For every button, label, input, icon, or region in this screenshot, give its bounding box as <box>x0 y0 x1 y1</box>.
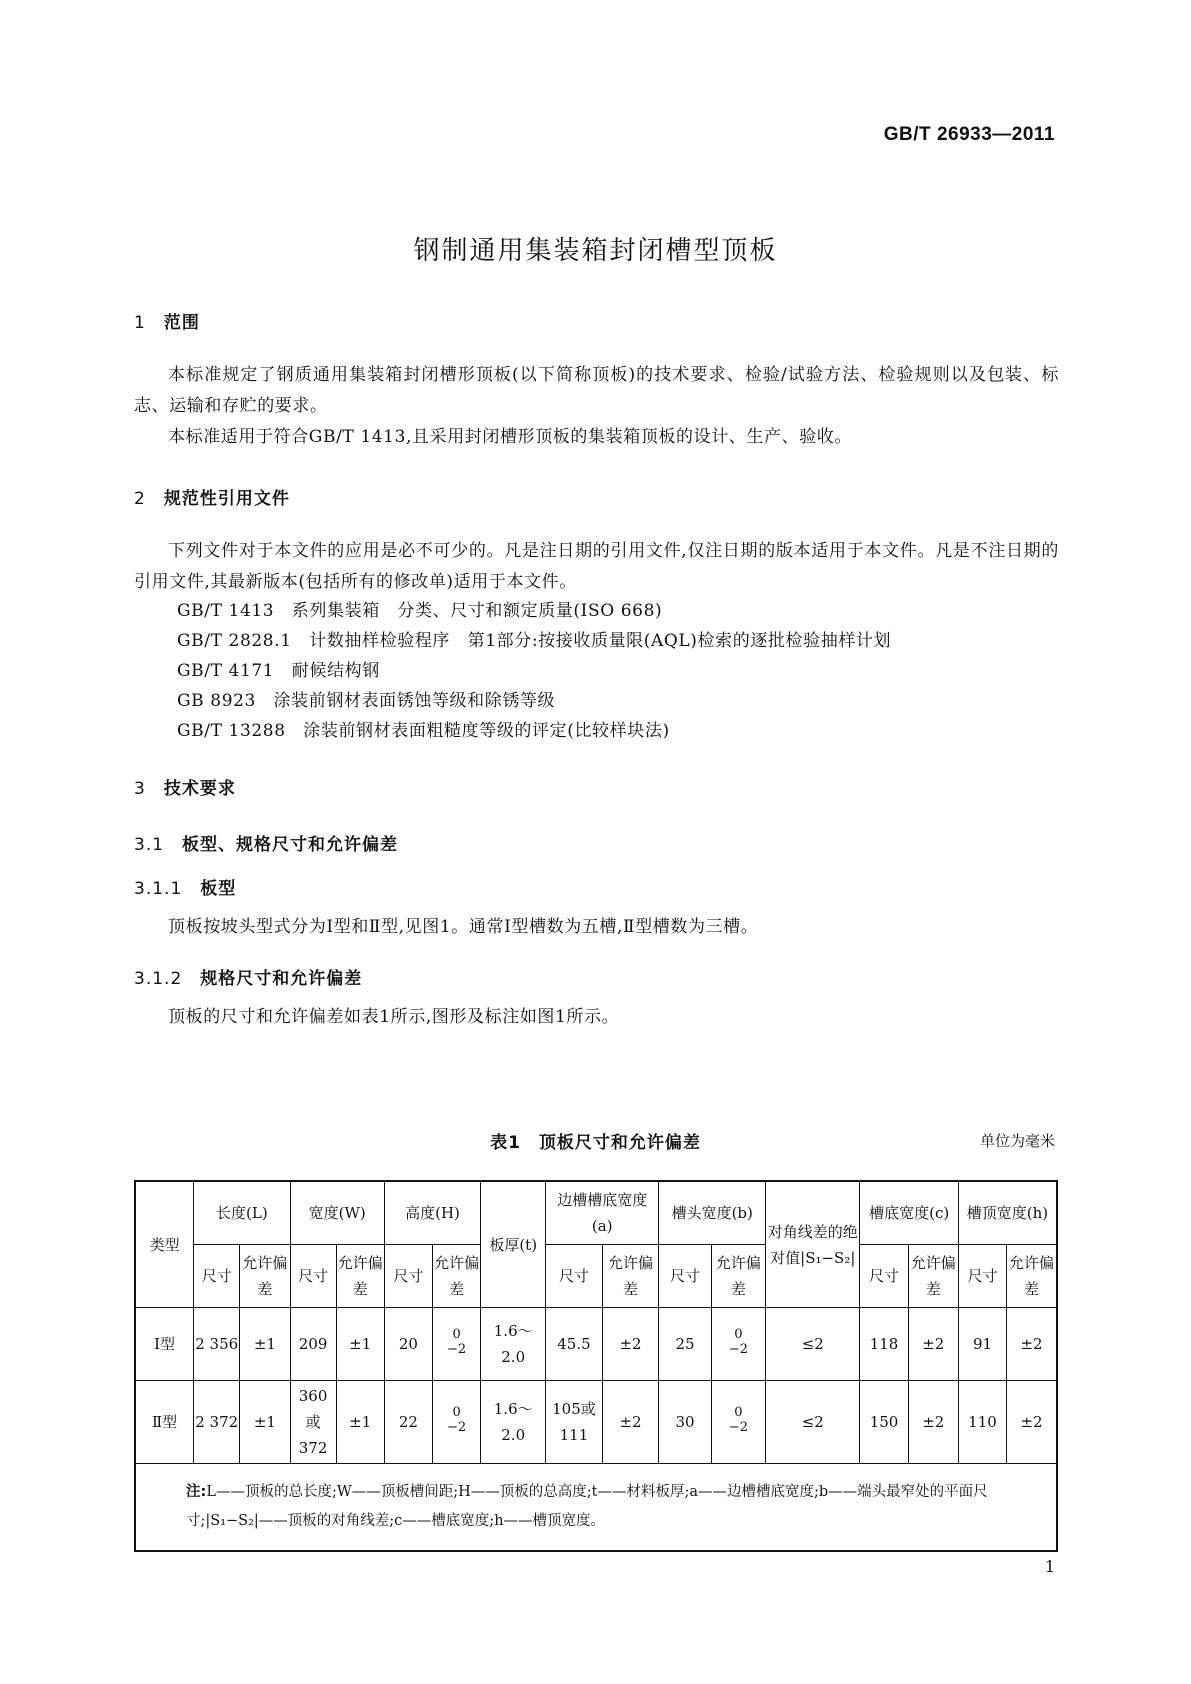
header-groove-top: 槽顶宽度(h) <box>958 1181 1057 1245</box>
section-number: 3.1.1 <box>134 879 183 899</box>
cell-top: 91 <box>958 1308 1006 1381</box>
cell-thickness: 1.6～2.0 <box>481 1308 546 1381</box>
section-title: 规格尺寸和允许偏差 <box>200 969 363 989</box>
table-note-row <box>135 1464 1057 1552</box>
header-tolerance: 允许偏差 <box>711 1245 765 1308</box>
cell-diagonal: ≤2 <box>766 1308 860 1381</box>
cell-head-tol <box>711 1381 765 1464</box>
tol-lower: −2 <box>728 1342 748 1357</box>
header-length: 长度(L) <box>194 1181 290 1245</box>
table-unit: 单位为毫米 <box>979 1132 1055 1150</box>
cell-diagonal: ≤2 <box>766 1381 860 1464</box>
header-diagonal: 对角线差的绝对值|S₁−S₂| <box>766 1181 860 1308</box>
cell-top-tol: ±2 <box>1007 1381 1057 1464</box>
table-row <box>135 1308 1057 1381</box>
cell-height: 20 <box>384 1308 432 1381</box>
section-3-1-1-heading <box>134 874 236 899</box>
header-size: 尺寸 <box>290 1245 336 1308</box>
reference-item: GB/T 2828.1 计数抽样检验程序 第1部分:按接收质量限(AQL)检索的逐批检验抽样计划 <box>177 631 892 651</box>
note-text: L——顶板的总长度;W——顶板槽间距;H——顶板的总高度;t——材料板厚;a——边槽槽底宽度;b——端头最窄处的平面尺寸;|S₁−S₂|——顶板的对角线差;c——槽底宽度;h——槽顶宽度。 <box>186 1484 988 1529</box>
cell-thickness: 1.6～2.0 <box>481 1381 546 1464</box>
cell-edge: 45.5 <box>546 1308 603 1381</box>
section-1-heading <box>134 308 200 333</box>
tol-upper: 0 <box>734 1405 743 1420</box>
table-header-row <box>135 1181 1057 1245</box>
header-size: 尺寸 <box>384 1245 432 1308</box>
scope-paragraph-2: 本标准适用于符合GB/T 1413,且采用封闭槽形顶板的集装箱顶板的设计、生产、验收。 <box>168 427 853 447</box>
section-number: 3.1 <box>134 835 165 855</box>
scope-paragraph-1: 本标准规定了钢质通用集装箱封闭槽形顶板(以下简称顶板)的技术要求、检验/试验方法、检验规则以及包装、标志、运输和存贮的要求。 <box>134 365 1059 416</box>
cell-bottom-tol: ±2 <box>908 1381 958 1464</box>
tol-lower: −2 <box>447 1342 467 1357</box>
section-3-1-2-heading <box>134 964 362 989</box>
cell-width: 360或372 <box>290 1381 336 1464</box>
page-number: 1 <box>1044 1557 1055 1576</box>
cell-length: 2 356 <box>194 1308 240 1381</box>
board-type-paragraph: 顶板按坡头型式分为Ⅰ型和Ⅱ型,见图1。通常Ⅰ型槽数为五槽,Ⅱ型槽数为三槽。 <box>168 917 759 937</box>
section-title: 板型、规格尺寸和允许偏差 <box>182 835 399 855</box>
section-3-1-heading <box>134 830 398 855</box>
references-intro: 下列文件对于本文件的应用是必不可少的。凡是注日期的引用文件,仅注日期的版本适用于本文件。凡是不注日期的引用文件,其最新版本(包括所有的修改单)适用于本文件。 <box>134 541 1059 592</box>
header-size: 尺寸 <box>659 1245 711 1308</box>
document-title: 钢制通用集装箱封闭槽型顶板 <box>413 236 778 266</box>
cell-bottom: 118 <box>860 1308 908 1381</box>
header-tolerance: 允许偏差 <box>602 1245 659 1308</box>
header-tolerance: 允许偏差 <box>240 1245 290 1308</box>
table-note <box>135 1464 1057 1552</box>
cell-head-tol <box>711 1308 765 1381</box>
tol-upper: 0 <box>734 1327 743 1342</box>
cell-height-tol <box>433 1308 481 1381</box>
section-number: 1 <box>134 313 146 333</box>
section-title: 板型 <box>200 879 237 899</box>
reference-item: GB/T 13288 涂装前钢材表面粗糙度等级的评定(比较样块法) <box>177 721 670 741</box>
section-3-heading <box>134 774 236 799</box>
header-type: 类型 <box>135 1181 194 1308</box>
tol-lower: −2 <box>447 1420 467 1435</box>
standard-code: GB/T 26933—2011 <box>883 124 1055 145</box>
table-caption: 表1 顶板尺寸和允许偏差 <box>490 1133 701 1153</box>
cell-edge-tol: ±2 <box>602 1308 659 1381</box>
cell-edge: 105或111 <box>546 1381 603 1464</box>
header-tolerance: 允许偏差 <box>433 1245 481 1308</box>
cell-top-tol: ±2 <box>1007 1308 1057 1381</box>
cell-bottom-tol: ±2 <box>908 1308 958 1381</box>
dimension-table <box>134 1180 1058 1552</box>
reference-item: GB 8923 涂装前钢材表面锈蚀等级和除锈等级 <box>177 691 556 711</box>
header-size: 尺寸 <box>546 1245 603 1308</box>
cell-type: Ⅰ型 <box>135 1308 194 1381</box>
header-tolerance: 允许偏差 <box>336 1245 384 1308</box>
note-label: 注: <box>186 1484 207 1500</box>
cell-length: 2 372 <box>194 1381 240 1464</box>
header-groove-bottom: 槽底宽度(c) <box>860 1181 958 1245</box>
section-title: 技术要求 <box>163 779 236 799</box>
header-tolerance: 允许偏差 <box>1007 1245 1057 1308</box>
cell-height-tol <box>433 1381 481 1464</box>
section-title: 规范性引用文件 <box>163 489 290 509</box>
header-height: 高度(H) <box>384 1181 480 1245</box>
cell-head: 30 <box>659 1381 711 1464</box>
dimensions-paragraph: 顶板的尺寸和允许偏差如表1所示,图形及标注如图1所示。 <box>168 1007 620 1027</box>
cell-width-tol: ±1 <box>336 1308 384 1381</box>
cell-length-tol: ±1 <box>240 1381 290 1464</box>
cell-top: 110 <box>958 1381 1006 1464</box>
header-size: 尺寸 <box>860 1245 908 1308</box>
cell-length-tol: ±1 <box>240 1308 290 1381</box>
reference-item: GB/T 4171 耐候结构钢 <box>177 661 380 681</box>
header-size: 尺寸 <box>958 1245 1006 1308</box>
section-number: 2 <box>134 489 146 509</box>
tol-upper: 0 <box>452 1405 461 1420</box>
reference-item: GB/T 1413 系列集装箱 分类、尺寸和额定质量(ISO 668) <box>177 601 663 621</box>
header-size: 尺寸 <box>194 1245 240 1308</box>
header-thickness: 板厚(t) <box>481 1181 546 1308</box>
header-tolerance: 允许偏差 <box>908 1245 958 1308</box>
header-edge-groove: 边槽槽底宽度(a) <box>546 1181 659 1245</box>
table-row <box>135 1381 1057 1464</box>
cell-bottom: 150 <box>860 1381 908 1464</box>
header-groove-head: 槽头宽度(b) <box>659 1181 766 1245</box>
cell-width: 209 <box>290 1308 336 1381</box>
table-subheader-row <box>135 1245 1057 1308</box>
section-number: 3.1.2 <box>134 969 183 989</box>
section-2-heading <box>134 484 290 509</box>
cell-height: 22 <box>384 1381 432 1464</box>
cell-width-tol: ±1 <box>336 1381 384 1464</box>
tol-upper: 0 <box>452 1327 461 1342</box>
tol-lower: −2 <box>728 1420 748 1435</box>
section-title: 范围 <box>163 313 200 333</box>
cell-edge-tol: ±2 <box>602 1381 659 1464</box>
section-number: 3 <box>134 779 146 799</box>
header-width: 宽度(W) <box>290 1181 384 1245</box>
cell-type: Ⅱ型 <box>135 1381 194 1464</box>
cell-head: 25 <box>659 1308 711 1381</box>
